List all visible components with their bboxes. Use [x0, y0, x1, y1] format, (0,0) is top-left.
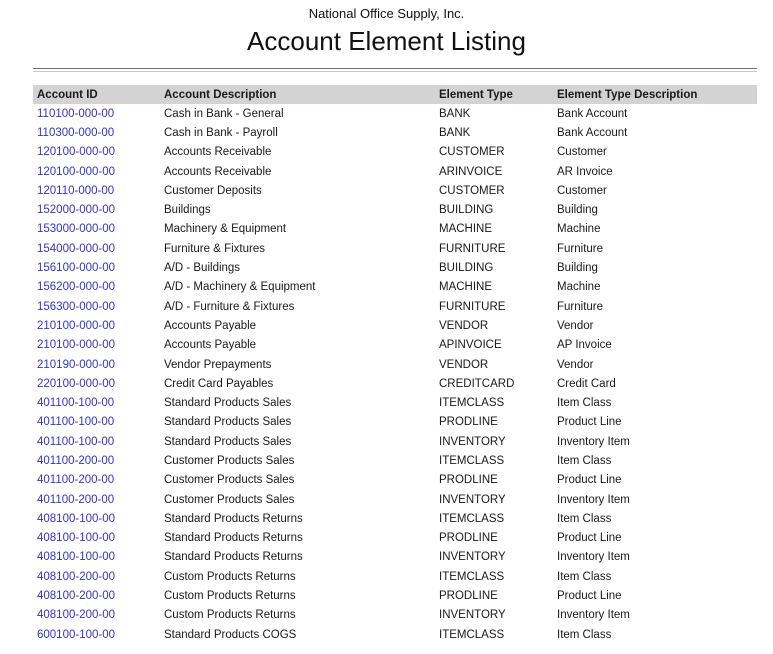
account-description-cell: Standard Products Returns [164, 532, 303, 545]
account-id-link[interactable]: 120100-000-00 [37, 165, 116, 178]
element-type-description-cell: Machine [557, 281, 601, 294]
account-description-cell: Customer Deposits [164, 184, 262, 197]
account-id-link[interactable]: 154000-000-00 [37, 242, 116, 255]
account-description-cell: Custom Products Returns [164, 570, 296, 583]
element-type-cell: BANK [439, 107, 471, 120]
table-row [33, 586, 757, 605]
table-header [33, 85, 757, 104]
account-id-link[interactable]: 408100-100-00 [37, 551, 116, 564]
column-header-element-type-description: Element Type Description [553, 85, 757, 104]
account-description-cell: Standard Products COGS [164, 628, 297, 641]
table-row [33, 471, 757, 490]
table-row [33, 490, 757, 509]
table-row [33, 413, 757, 432]
element-type-description-cell: Vendor [557, 319, 594, 332]
element-type-description-cell: Customer [557, 146, 607, 159]
account-description-cell: Standard Products Sales [164, 435, 292, 448]
element-type-description-cell: Inventory Item [557, 435, 630, 448]
account-description-cell: A/D - Machinery & Equipment [164, 281, 316, 294]
table-row [33, 278, 757, 297]
account-element-listing-table [33, 85, 757, 644]
element-type-cell: CUSTOMER [439, 146, 505, 159]
element-type-cell: ITEMCLASS [439, 628, 505, 641]
element-type-cell: CUSTOMER [439, 184, 505, 197]
element-type-description-cell: AP Invoice [557, 339, 612, 352]
table-row [33, 509, 757, 528]
element-type-cell: INVENTORY [439, 435, 506, 448]
table-row [33, 239, 757, 258]
element-type-description-cell: Bank Account [557, 107, 628, 120]
account-id-link[interactable]: 110300-000-00 [37, 126, 115, 139]
account-description-cell: Furniture & Fixtures [164, 242, 265, 255]
element-type-cell: MACHINE [439, 223, 493, 236]
element-type-cell: ITEMCLASS [439, 454, 505, 467]
table-row [33, 316, 757, 335]
element-type-cell: FURNITURE [439, 300, 506, 313]
element-type-description-cell: Item Class [557, 628, 612, 641]
element-type-description-cell: Item Class [557, 397, 612, 410]
element-type-description-cell: Product Line [557, 416, 622, 429]
account-description-cell: Standard Products Returns [164, 512, 303, 525]
account-description-cell: Standard Products Sales [164, 397, 292, 410]
element-type-description-cell: Credit Card [557, 377, 616, 390]
account-id-link[interactable]: 153000-000-00 [37, 223, 116, 236]
account-description-cell: Customer Products Sales [164, 493, 295, 506]
element-type-cell: ITEMCLASS [439, 512, 505, 525]
table-row [33, 200, 757, 219]
table-row [33, 529, 757, 548]
account-description-cell: Standard Products Sales [164, 416, 292, 429]
element-type-cell: PRODLINE [439, 590, 498, 603]
element-type-cell: ITEMCLASS [439, 397, 505, 410]
table-row [33, 567, 757, 586]
account-id-link[interactable]: 152000-000-00 [37, 204, 116, 217]
table-row [33, 123, 757, 142]
account-id-link[interactable]: 401100-200-00 [37, 493, 115, 506]
account-id-link[interactable]: 156100-000-00 [37, 262, 116, 275]
account-id-link[interactable]: 600100-100-00 [37, 628, 116, 641]
element-type-description-cell: Customer [557, 184, 607, 197]
element-type-description-cell: Inventory Item [557, 551, 630, 564]
account-description-cell: Customer Products Sales [164, 474, 295, 487]
element-type-description-cell: Furniture [557, 242, 604, 255]
account-id-link[interactable]: 408100-200-00 [37, 590, 116, 603]
account-description-cell: Cash in Bank - General [164, 107, 284, 120]
table-row [33, 104, 757, 123]
element-type-cell: INVENTORY [439, 609, 506, 622]
account-id-link[interactable]: 401100-100-00 [37, 435, 115, 448]
element-type-cell: BUILDING [439, 262, 494, 275]
element-type-description-cell: Machine [557, 223, 601, 236]
element-type-cell: FURNITURE [439, 242, 506, 255]
element-type-description-cell: Product Line [557, 474, 622, 487]
element-type-cell: PRODLINE [439, 416, 498, 429]
account-description-cell: Accounts Payable [164, 339, 257, 352]
table-row [33, 393, 757, 412]
account-id-link[interactable]: 401100-100-00 [37, 397, 115, 410]
account-id-link[interactable]: 220100-000-00 [37, 377, 116, 390]
account-id-link[interactable]: 156300-000-00 [37, 300, 116, 313]
element-type-cell: INVENTORY [439, 493, 506, 506]
account-description-cell: A/D - Buildings [164, 262, 241, 275]
column-header-account-id: Account ID [33, 85, 160, 104]
table-row [33, 220, 757, 239]
element-type-cell: INVENTORY [439, 551, 506, 564]
element-type-description-cell: Bank Account [557, 126, 628, 139]
table-row [33, 143, 757, 162]
table-row [33, 606, 757, 625]
account-id-link[interactable]: 408100-200-00 [37, 570, 116, 583]
account-description-cell: Custom Products Returns [164, 609, 296, 622]
account-id-link[interactable]: 210100-000-00 [37, 319, 116, 332]
table-header-row [33, 85, 757, 104]
account-description-cell: Accounts Receivable [164, 146, 272, 159]
element-type-cell: ARINVOICE [439, 165, 503, 178]
account-description-cell: Cash in Bank - Payroll [164, 126, 278, 139]
element-type-description-cell: Furniture [557, 300, 604, 313]
account-id-link[interactable]: 408100-100-00 [37, 512, 116, 525]
element-type-cell: VENDOR [439, 358, 489, 371]
element-type-description-cell: Inventory Item [557, 609, 630, 622]
account-id-link[interactable]: 156200-000-00 [37, 281, 116, 294]
account-id-link[interactable]: 120100-000-00 [37, 146, 116, 159]
account-description-cell: Buildings [164, 204, 211, 217]
table-body [33, 104, 757, 644]
account-id-link[interactable]: 210190-000-00 [37, 358, 116, 371]
element-type-cell: BANK [439, 126, 471, 139]
element-type-cell: VENDOR [439, 319, 489, 332]
column-header-element-type: Element Type [435, 85, 553, 104]
account-description-cell: Customer Products Sales [164, 454, 295, 467]
account-id-link[interactable]: 401100-100-00 [37, 416, 115, 429]
element-type-cell: BUILDING [439, 204, 494, 217]
report-title: Account Element Listing [247, 26, 526, 56]
table-row [33, 297, 757, 316]
account-description-cell: Machinery & Equipment [164, 223, 287, 236]
table-row [33, 258, 757, 277]
account-description-cell: Standard Products Returns [164, 551, 303, 564]
table-row [33, 451, 757, 470]
divider-rule [33, 68, 757, 72]
element-type-cell: ITEMCLASS [439, 570, 505, 583]
account-id-link[interactable]: 408100-200-00 [37, 609, 116, 622]
table-row [33, 181, 757, 200]
element-type-description-cell: Item Class [557, 454, 612, 467]
account-id-link[interactable]: 110100-000-00 [37, 107, 115, 120]
account-description-cell: Accounts Payable [164, 319, 257, 332]
table-row [33, 625, 757, 644]
account-description-cell: Credit Card Payables [164, 377, 274, 390]
element-type-cell: MACHINE [439, 281, 493, 294]
element-type-description-cell: Building [557, 204, 598, 217]
account-id-link[interactable]: 120110-000-00 [37, 184, 115, 197]
table-row [33, 355, 757, 374]
element-type-cell: CREDITCARD [439, 377, 515, 390]
element-type-description-cell: Building [557, 262, 598, 275]
table-row [33, 432, 757, 451]
element-type-cell: PRODLINE [439, 474, 498, 487]
element-type-description-cell: Item Class [557, 512, 612, 525]
table-row [33, 374, 757, 393]
account-description-cell: Vendor Prepayments [164, 358, 272, 371]
account-id-link[interactable]: 408100-100-00 [37, 532, 116, 545]
element-type-cell: APINVOICE [439, 339, 502, 352]
company-name: National Office Supply, Inc. [308, 6, 465, 21]
element-type-description-cell: Item Class [557, 570, 612, 583]
column-header-account-description: Account Description [160, 85, 435, 104]
account-id-link[interactable]: 210100-000-00 [37, 339, 116, 352]
account-id-link[interactable]: 401100-200-00 [37, 474, 115, 487]
account-description-cell: Accounts Receivable [164, 165, 272, 178]
account-description-cell: Custom Products Returns [164, 590, 296, 603]
element-type-description-cell: Inventory Item [557, 493, 630, 506]
table-row [33, 548, 757, 567]
element-type-description-cell: Product Line [557, 532, 622, 545]
table-row [33, 336, 757, 355]
table-row [33, 162, 757, 181]
element-type-description-cell: AR Invoice [557, 165, 613, 178]
account-id-link[interactable]: 401100-200-00 [37, 454, 115, 467]
element-type-cell: PRODLINE [439, 532, 498, 545]
element-type-description-cell: Vendor [557, 358, 594, 371]
element-type-description-cell: Product Line [557, 590, 622, 603]
account-description-cell: A/D - Furniture & Fixtures [164, 300, 295, 313]
